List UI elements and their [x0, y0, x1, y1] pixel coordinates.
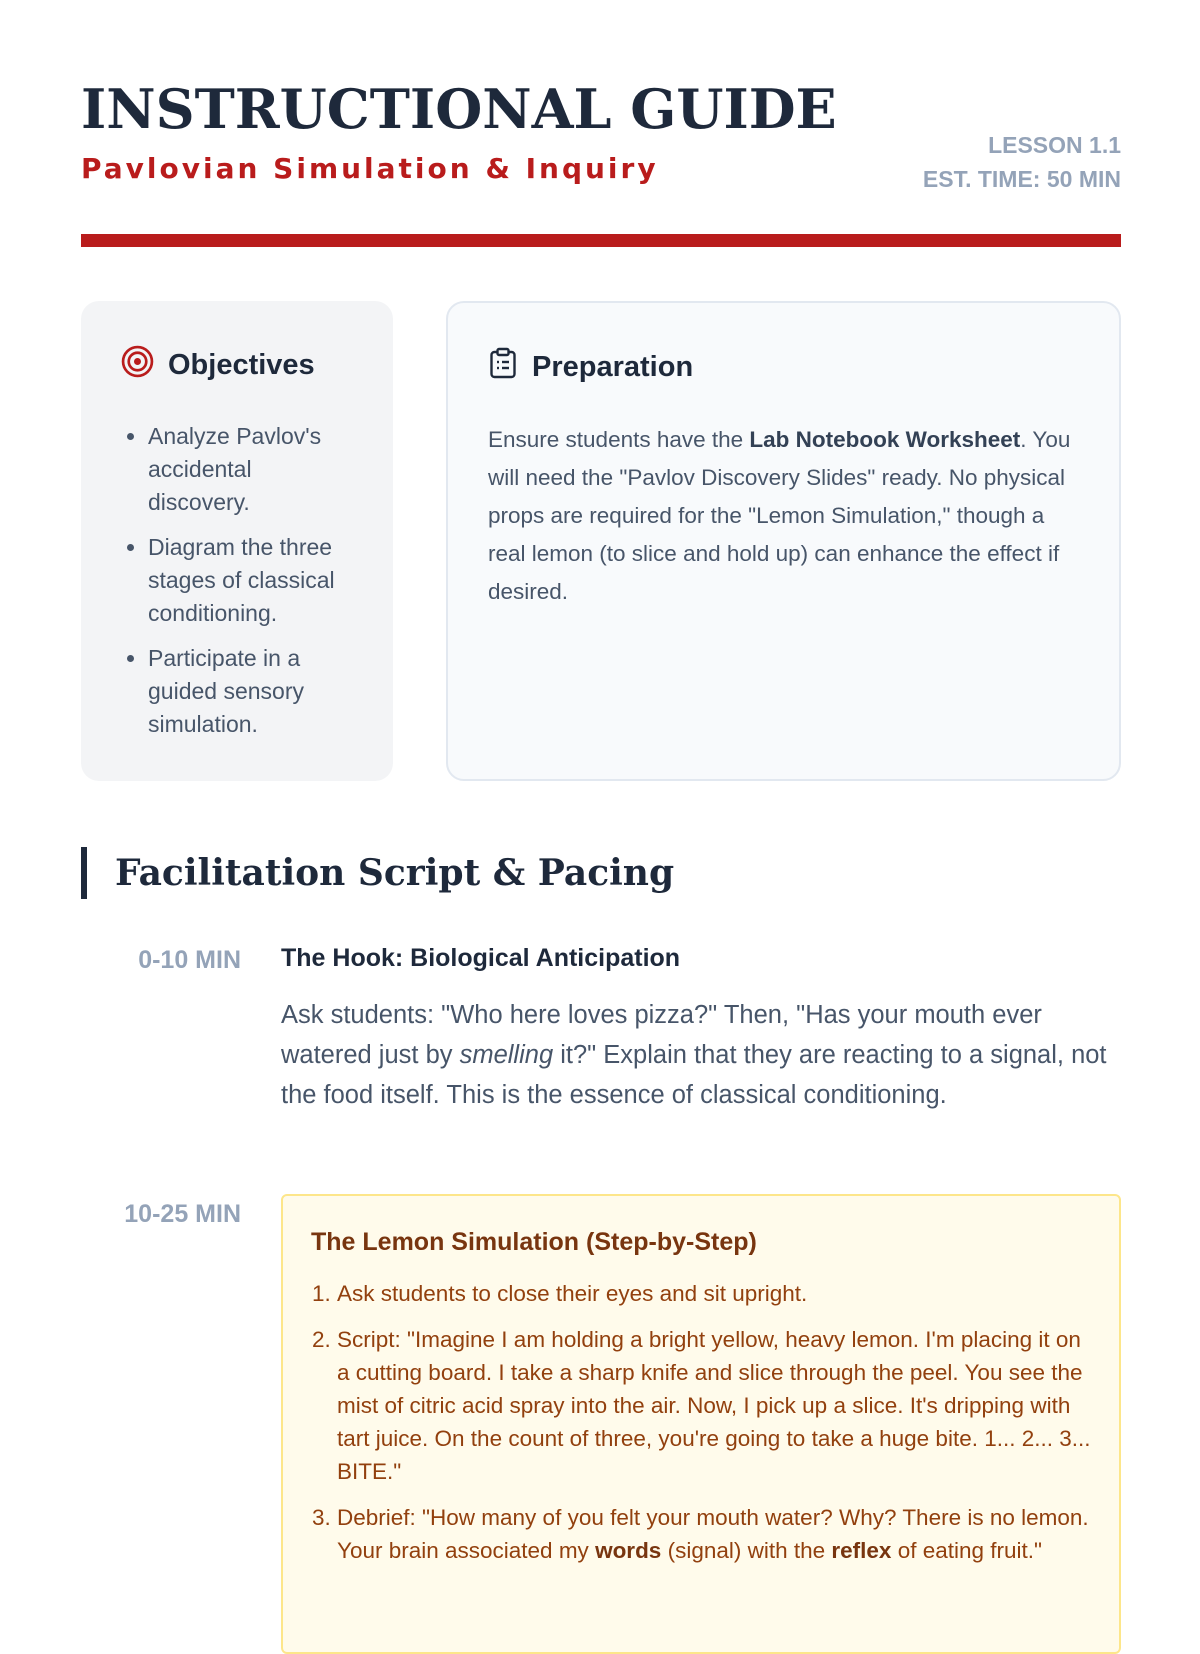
objectives-list	[121, 420, 355, 741]
hook-time: 0-10 MIN	[138, 946, 241, 974]
lesson-number: LESSON 1.1	[988, 132, 1121, 158]
objectives-card	[81, 301, 393, 781]
objective-item: • Participate in a guided sensory simulation.	[148, 642, 355, 741]
clipboard-icon	[488, 347, 518, 387]
lemon-steps	[311, 1277, 1091, 1567]
debrief-bold-reflex: reflex	[831, 1538, 892, 1563]
lemon-simulation-callout	[281, 1194, 1121, 1654]
preparation-title: Preparation	[532, 350, 694, 383]
target-icon	[121, 345, 154, 386]
hook-text-end: it?" Explain that they are reacting to a signal, not the food itself. This is the essence of classical conditioning.	[281, 1041, 1107, 1109]
preparation-text	[488, 421, 1079, 611]
section-title: Facilitation Script & Pacing	[81, 847, 674, 899]
preparation-text-end: . You will need the "Pavlov Discovery Slides" ready. No physical props are required for the "Lemon Simulation," though a real lemon (to slice and hold up) can enhance the effect if desired.	[488, 427, 1071, 604]
objective-item: • Analyze Pavlov's accidental discovery.	[148, 420, 355, 519]
lemon-title: The Lemon Simulation (Step-by-Step)	[311, 1228, 757, 1256]
hook-emphasis: smelling	[459, 1041, 554, 1069]
page-title: INSTRUCTIONAL GUIDE	[81, 77, 837, 141]
lemon-time: 10-25 MIN	[124, 1200, 241, 1228]
lemon-step: 1. Ask students to close their eyes and sit upright.	[337, 1277, 1091, 1310]
header	[81, 0, 1121, 250]
debrief-text: (signal) with the	[661, 1538, 832, 1563]
objectives-title: Objectives	[168, 349, 315, 381]
preparation-heading	[488, 347, 1079, 387]
lemon-step: 2. Script: "Imagine I am holding a bright yellow, heavy lemon. I'm placing it on a cutting board. I take a sharp knife and slice through the peel. You see the mist of citric acid spray into the air. Now, I pick up a slice. It's dripping with tart juice. On the count of three, you're going to take a huge bite. 1... 2... 3... BITE."	[337, 1323, 1091, 1488]
objectives-heading	[121, 345, 355, 386]
debrief-text: Debrief: "How many of you felt your mouth water? Why? There is no lemon. Your brain associated my	[337, 1505, 1089, 1563]
page-subtitle: Pavlovian Simulation & Inquiry	[81, 152, 659, 185]
lesson-meta	[923, 128, 1121, 196]
hook-title: The Hook: Biological Anticipation	[281, 944, 681, 972]
lemon-step	[337, 1501, 1091, 1567]
debrief-bold-words: words	[595, 1538, 662, 1563]
worksheet-name: Lab Notebook Worksheet	[749, 427, 1021, 452]
header-divider	[81, 234, 1121, 247]
preparation-text-start: Ensure students have the	[488, 427, 750, 452]
debrief-text: of eating fruit."	[891, 1538, 1043, 1563]
instructional-guide-page	[81, 0, 1121, 1563]
hook-block	[281, 944, 1121, 1115]
objective-item: • Diagram the three stages of classical conditioning.	[148, 531, 355, 630]
estimated-time: EST. TIME: 50 MIN	[922, 166, 1121, 192]
hook-text	[281, 995, 1121, 1115]
preparation-card	[446, 301, 1121, 781]
hook-text-start: Ask students: "Who here loves pizza?" Then, "Has your mouth ever watered just by	[281, 1001, 1042, 1069]
